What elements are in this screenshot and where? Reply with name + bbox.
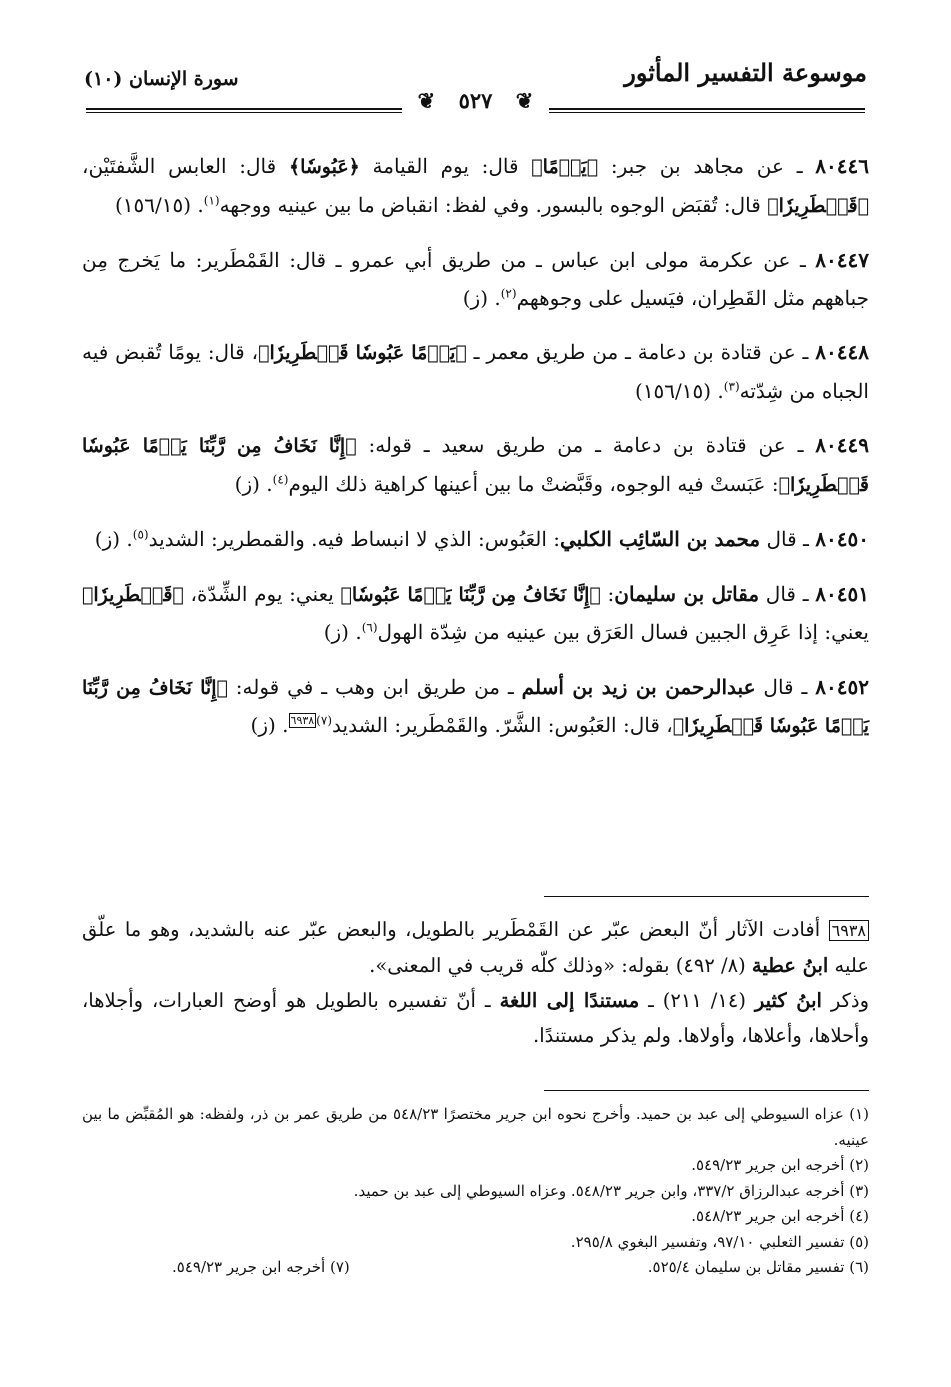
entry-text: : العَبُوس: الذي لا انبساط فيه. والقمطرير: الشديد <box>148 527 560 551</box>
footnote: (٤) أخرجه ابن جرير ٥٤٨/٢٣. <box>691 1207 869 1225</box>
source-ref: . (١٥٦/١٥) <box>635 378 724 403</box>
entry-number: ٨٠٤٤٧ <box>815 248 870 272</box>
book-title: موسوعة التفسير المأثور <box>624 58 867 87</box>
footnote: (٧) أخرجه ابن جرير ٥٤٩/٢٣. <box>172 1258 350 1276</box>
narrator-name: عبدالرحمن بن زيد بن أسلم <box>521 674 756 699</box>
commentary-number-box: ٦٩٣٨ <box>829 920 869 941</box>
commentary-text: وذكر <box>821 989 870 1012</box>
entry-text: قال: يوم القيامة <box>359 154 532 178</box>
commentary-ref-box[interactable]: ٦٩٣٨ <box>290 714 315 728</box>
entry-text: ـ قال <box>755 674 808 699</box>
entry-text: يعني: إذا عَرِق الجبين فسال العَرَق بين عينيه من شِدّة الهول <box>377 620 869 644</box>
source-ref: . (ز) <box>323 620 362 644</box>
narrator-name: مقاتل بن سليمان <box>614 581 760 606</box>
footnote-ref[interactable]: (٢) <box>500 285 517 300</box>
narration-entry <box>82 576 869 652</box>
entry-text: ـ عن عكرمة مولى ابن عباس ـ من طريق أبي عمرو ـ قال: القَمْطَرير: ما يَخرج مِن جباههم مثل القَطِران، فيَسيل على وجوههم <box>82 248 869 310</box>
narration-entry <box>82 669 869 746</box>
footnote-ref[interactable]: (٥) <box>132 527 149 542</box>
entry-text: ـ قال <box>759 581 809 606</box>
footnote-separator <box>544 1090 869 1091</box>
ornament-left-icon: ❦ <box>410 88 451 113</box>
footnote: (١) عزاه السيوطي إلى عبد بن حميد. وأخرج نحوه ابن جرير مختصرًا ٥٤٨/٢٣ من طريق عمر بن ذر، ولفظه: هو المُقبِّض ما بين عينيه. <box>82 1105 869 1149</box>
scholar-name: ابنُ كثير <box>754 989 822 1012</box>
entry-text: ـ من طريق ابن وهب ـ في قوله: <box>227 674 522 699</box>
commentary-text: (١٤/ ٢١١) ـ <box>639 989 755 1012</box>
entry-text: ـ عن قتادة بن دعامة ـ من طريق معمر ـ <box>466 340 809 364</box>
footnote: (٥) تفسير الثعلبي ٩٧/١٠، وتفسير البغوي ٢٩٥/٨. <box>570 1232 869 1251</box>
commentary-text: (٨/ ٤٩٢) بقوله: «وذلك كلّه قريب في المعنى». <box>369 954 752 977</box>
quran-quote: ﴿قَمۡطَرِيرٗا﴾ <box>767 194 869 217</box>
entry-text: ـ عن قتادة بن دعامة ـ من طريق سعيد ـ قوله: <box>356 433 804 457</box>
entry-number: ٨٠٤٥١ <box>815 581 869 606</box>
source-ref: . (ز) <box>250 713 289 737</box>
entry-text: قال: تُقبَض الوجوه بالبسور. وفي لفظ: انقباض ما بين عينيه ووجهه <box>219 192 768 217</box>
page-number <box>402 88 550 113</box>
entry-text: ، قال: العَبُوس: الشَّرّ. والقَمْطَرير: الشديد <box>332 713 673 737</box>
footnote-ref[interactable]: (٦) <box>361 620 378 635</box>
scholar-name: ابنُ عطية <box>751 954 829 977</box>
narration-entry <box>82 521 869 559</box>
source-ref: . (ز) <box>94 527 133 551</box>
narration-entry <box>82 427 869 504</box>
entry-text: قال: العابس الشَّفتَيْن، <box>82 154 289 178</box>
narrator-name: محمد بن السّائِب الكلبي <box>559 527 761 551</box>
source-ref: . (ز) <box>234 471 273 496</box>
quran-quote: ﴿يَوۡمًا﴾ <box>531 156 599 178</box>
commentary-emphasis: مستندًا إلى اللغة <box>499 989 640 1012</box>
entry-number: ٨٠٤٤٨ <box>815 340 869 364</box>
footnote: (٢) أخرجه ابن جرير ٥٤٩/٢٣. <box>691 1156 869 1174</box>
entry-text: ـ قال <box>760 527 809 551</box>
entry-text: : <box>600 581 615 606</box>
quran-quote: ﴿إِنَّا نَخَافُ مِن رَّبِّنَا يَوۡمًا عَبُوسٗا﴾ <box>340 583 601 606</box>
footnote-ref[interactable]: (٤) <box>272 471 289 486</box>
entry-text: ـ عن مجاهد بن جبر: <box>598 154 803 178</box>
footnote-ref[interactable]: (٣) <box>723 378 740 393</box>
narration-entry <box>82 242 869 317</box>
commentary-text: ـ أنّ تفسيره بالطويل هو أوضح العبارات، وأجلاها، وأحلاها، وأعلاها، وأولاها. ولم يذكر مستندًا. <box>82 989 869 1047</box>
surah-label: سورة الإنسان (١٠) <box>84 68 239 90</box>
footnote-ref[interactable]: (١) <box>203 192 220 207</box>
quran-quote: ﴿إِنَّا نَخَافُ مِن رَّبِّنَا يَوۡمًا عَبُوسٗا قَمۡطَرِيرٗا﴾ <box>82 435 869 496</box>
quran-quote: ﴿قَمۡطَرِيرٗا﴾ <box>82 583 184 606</box>
ornament-right-icon: ❦ <box>500 88 541 113</box>
quran-quote: ﴿إِنَّا نَخَافُ مِن رَّبِّنَا يَوۡمًا عَبُوسٗا قَمۡطَرِيرٗا﴾ <box>82 676 869 737</box>
narration-list <box>82 148 869 763</box>
narration-entry <box>82 148 869 225</box>
narration-entry <box>82 334 869 410</box>
quran-quote: ﴿يَوۡمًا عَبُوسٗا قَمۡطَرِيرٗا﴾ <box>258 342 467 364</box>
entry-number: ٨٠٤٤٦ <box>815 154 870 178</box>
footnote-row <box>82 1255 869 1281</box>
entry-number: ٨٠٤٤٩ <box>815 433 870 457</box>
entry-text: يعني: يوم الشِّدّة، <box>183 581 341 606</box>
footnotes <box>82 1102 869 1281</box>
footnote: (٣) أخرجه عبدالرزاق ٣٣٧/٢، وابن جرير ٥٤٨/٢٣. وعزاه السيوطي إلى عبد بن حميد. <box>353 1181 869 1200</box>
page-number-value: ٥٢٧ <box>451 88 501 113</box>
entry-text: : عَبَستْ فيه الوجوه، وقَبَّضتْ ما بين أعينها كراهية ذلك اليوم <box>288 471 779 496</box>
entry-number: ٨٠٤٥٢ <box>815 674 869 699</box>
source-ref: . (ز) <box>462 285 501 310</box>
commentary-separator <box>544 896 869 897</box>
footnote: (٦) تفسير مقاتل بن سليمان ٥٢٥/٤. <box>647 1258 869 1276</box>
commentary-text: أفادت الآثار أنّ البعض عبّر عن القَمْطَرير بالطويل، والبعض عبّر عنه بالشديد، وهو ما علّق عليه <box>82 918 869 977</box>
commentary-block <box>82 912 869 1053</box>
entry-number: ٨٠٤٥٠ <box>815 527 869 551</box>
quran-quote: ﴿عَبُوسٗا﴾ <box>288 156 360 178</box>
entry-text: ، قال: يومًا تُقبض فيه الجباه من شِدّته <box>82 340 869 403</box>
page-number-wrap <box>0 88 951 113</box>
footnote-ref[interactable]: (٧) <box>316 713 332 728</box>
source-ref: . (١٥٦/١٥) <box>114 192 204 217</box>
